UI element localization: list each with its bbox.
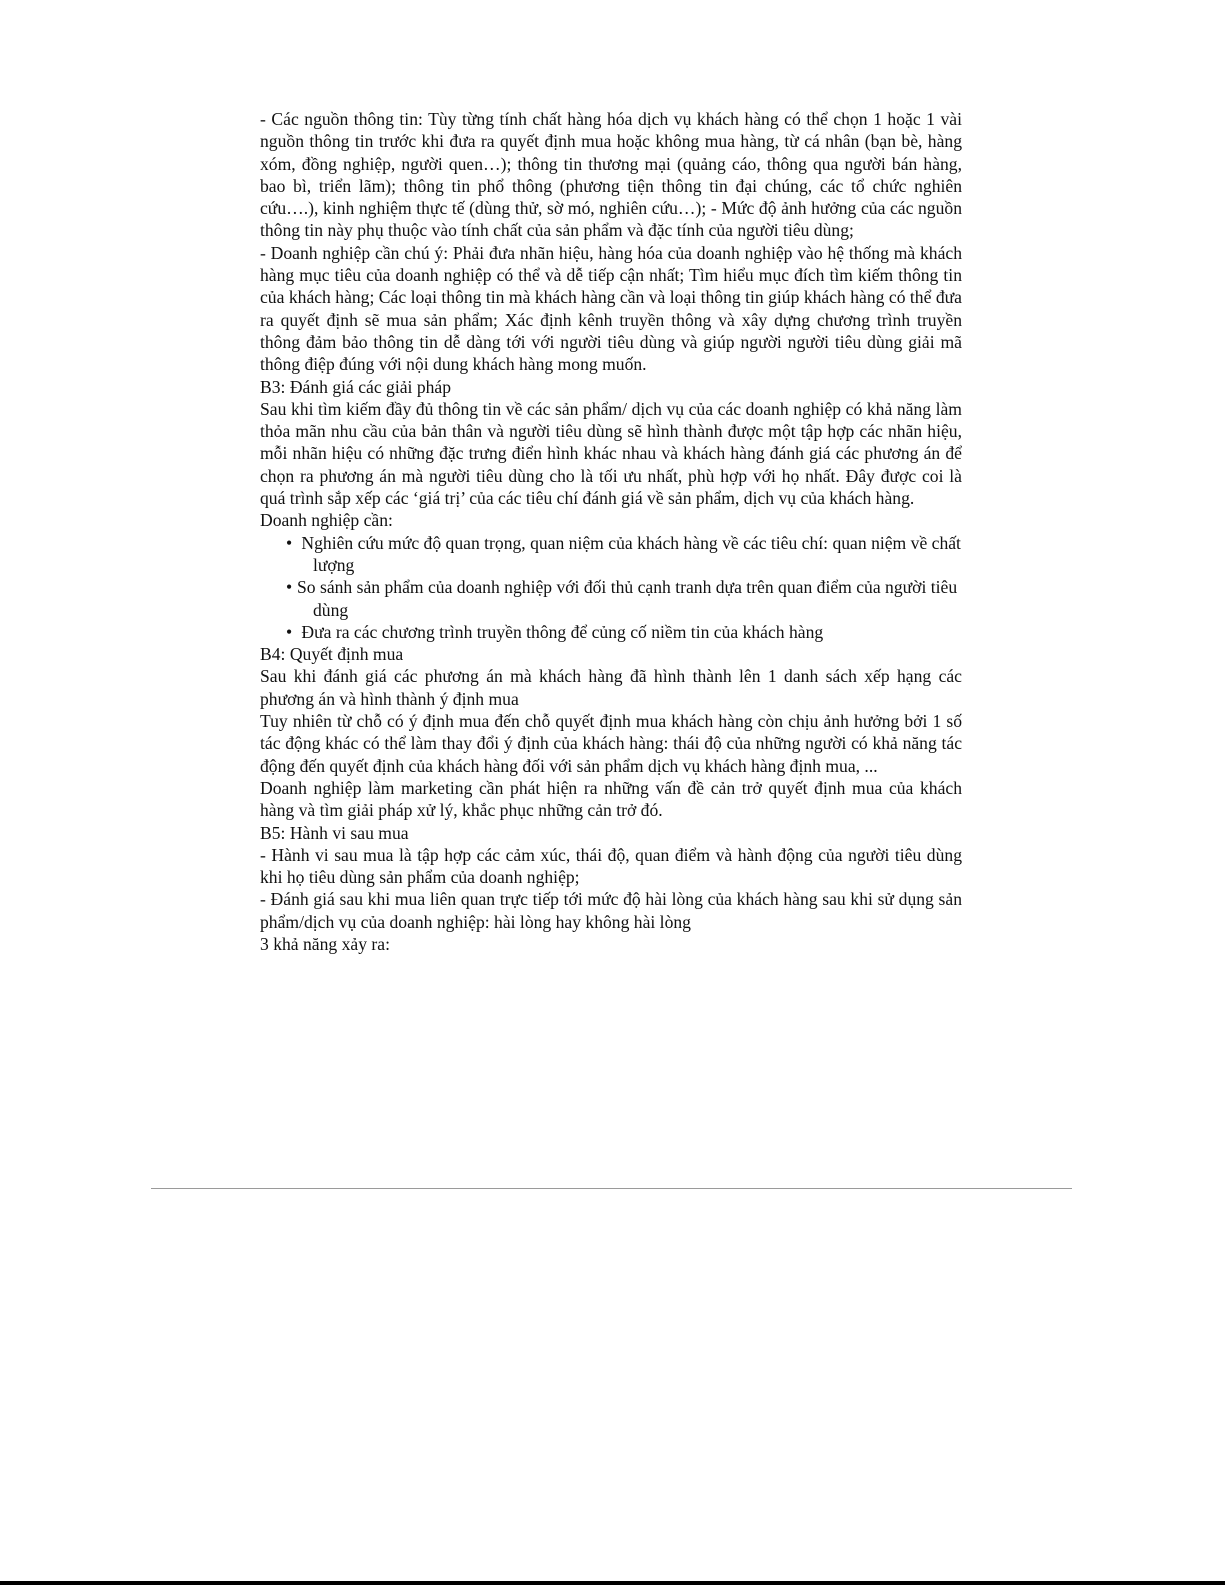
paragraph-post-purchase-behavior: - Hành vi sau mua là tập hợp các cảm xúc, thái độ, quan điểm và hành động của người tiêu dùng khi họ tiêu dùng sản phẩm của doanh nghiệp;: [260, 844, 962, 888]
list-item-text: Nghiên cứu mức độ quan trọng, quan niệm của khách hàng về các tiêu chí: quan niệm về chất lượng: [297, 532, 961, 575]
paragraph-three-possibilities: 3 khả năng xảy ra:: [260, 933, 390, 954]
paragraph-evaluate-alternatives: Sau khi tìm kiếm đầy đủ thông tin về các sản phẩm/ dịch vụ của các doanh nghiệp có khả năng làm thỏa mãn nhu cầu của bản thân và người tiêu dùng sẽ hình thành được một tập hợp các nhãn hiệu, mỗi nhãn hiệu có những đặc trưng điển hình khác nhau và khách hàng đánh giá các phương án để chọn ra phương án mà người tiêu dùng cho là tối ưu nhất, phù hợp với họ nhất. Đây được coi là quá trình sắp xếp các ‘giá trị’ của các tiêu chí đánh giá về sản phẩm, dịch vụ của khách hàng.: [260, 398, 962, 509]
heading-b4: B4: Quyết định mua: [260, 644, 404, 665]
page-bottom-edge: [0, 1581, 1225, 1585]
list-item-text: Đưa ra các chương trình truyền thông để củng cố niềm tin của khách hàng: [297, 621, 824, 642]
document-body: [260, 108, 962, 955]
list-item: [260, 621, 962, 643]
paragraph-post-purchase-evaluation: - Đánh giá sau khi mua liên quan trực tiếp tới mức độ hài lòng của khách hàng sau khi sử dụng sản phẩm/dịch vụ của doanh nghiệp: hài lòng hay không hài lòng: [260, 889, 962, 932]
paragraph-purchase-influences: Tuy nhiên từ chỗ có ý định mua đến chỗ quyết định mua khách hàng còn chịu ảnh hưởng bởi 1 số tác động khác có thể làm thay đổi ý định của khách hàng: thái độ của những người có khả năng tác động đến quyết định của khách hàng đối với sản phẩm dịch vụ khách hàng định mua, ...: [260, 711, 962, 776]
bullet-icon: •: [286, 532, 293, 553]
paragraph-purchase-intention: Sau khi đánh giá các phương án mà khách hàng đã hình thành lên 1 danh sách xếp hạng các phương án và hình thành ý định mua: [260, 666, 962, 709]
paragraph-business-needs: Doanh nghiệp cần:: [260, 510, 393, 531]
list-item-text: So sánh sản phẩm của doanh nghiệp với đối thủ cạnh tranh dựa trên quan điểm của người tiêu dùng: [297, 577, 958, 620]
heading-b5: B5: Hành vi sau mua: [260, 822, 409, 843]
paragraph-business-attention: - Doanh nghiệp cần chú ý: Phải đưa nhãn hiệu, hàng hóa của doanh nghiệp vào hệ thống mà khách hàng mục tiêu của doanh nghiệp có thể và dễ tiếp cận nhất; Tìm hiểu mục đích tìm kiếm thông tin của khách hàng; Các loại thông tin mà khách hàng cần và loại thông tin giúp khách hàng có thể đưa ra quyết định sẽ mua sản phẩm; Xác định kênh truyền thông và xây dựng chương trình truyền thông đảm bảo thông tin dễ dàng tới với người tiêu dùng và giúp người người tiêu dùng giải mã thông điệp đúng với nội dung khách hàng mong muốn.: [260, 242, 962, 375]
bullet-icon: •: [286, 621, 293, 642]
list-item: [260, 532, 962, 577]
list-item: [260, 576, 962, 621]
bullet-icon: •: [286, 577, 293, 598]
heading-b3: B3: Đánh giá các giải pháp: [260, 376, 452, 397]
paragraph-information-sources: - Các nguồn thông tin: Tùy từng tính chất hàng hóa dịch vụ khách hàng có thể chọn 1 hoặc 1 vài nguồn thông tin trước khi đưa ra quyết định mua hoặc không mua hàng, từ cá nhân (bạn bè, hàng xóm, đồng nghiệp, người quen…); thông tin thương mại (quảng cáo, thông qua người bán hàng, bao bì, triển lãm); thông tin phổ thông (phương tiện thông tin đại chúng, các tổ chức nghiên cứu….), kinh nghiệm thực tế (dùng thử, sờ mó, nghiên cứu…); - Mức độ ảnh hưởng của các nguồn thông tin này phụ thuộc vào tính chất của sản phẩm và đặc tính của người tiêu dùng;: [260, 109, 962, 241]
paragraph-marketing-obstacles: Doanh nghiệp làm marketing cần phát hiện ra những vấn đề cản trở quyết định mua của khách hàng và tìm giải pháp xử lý, khắc phục những cản trở đó.: [260, 777, 962, 821]
page-divider: [151, 1188, 1072, 1189]
bullet-list: [260, 532, 962, 643]
